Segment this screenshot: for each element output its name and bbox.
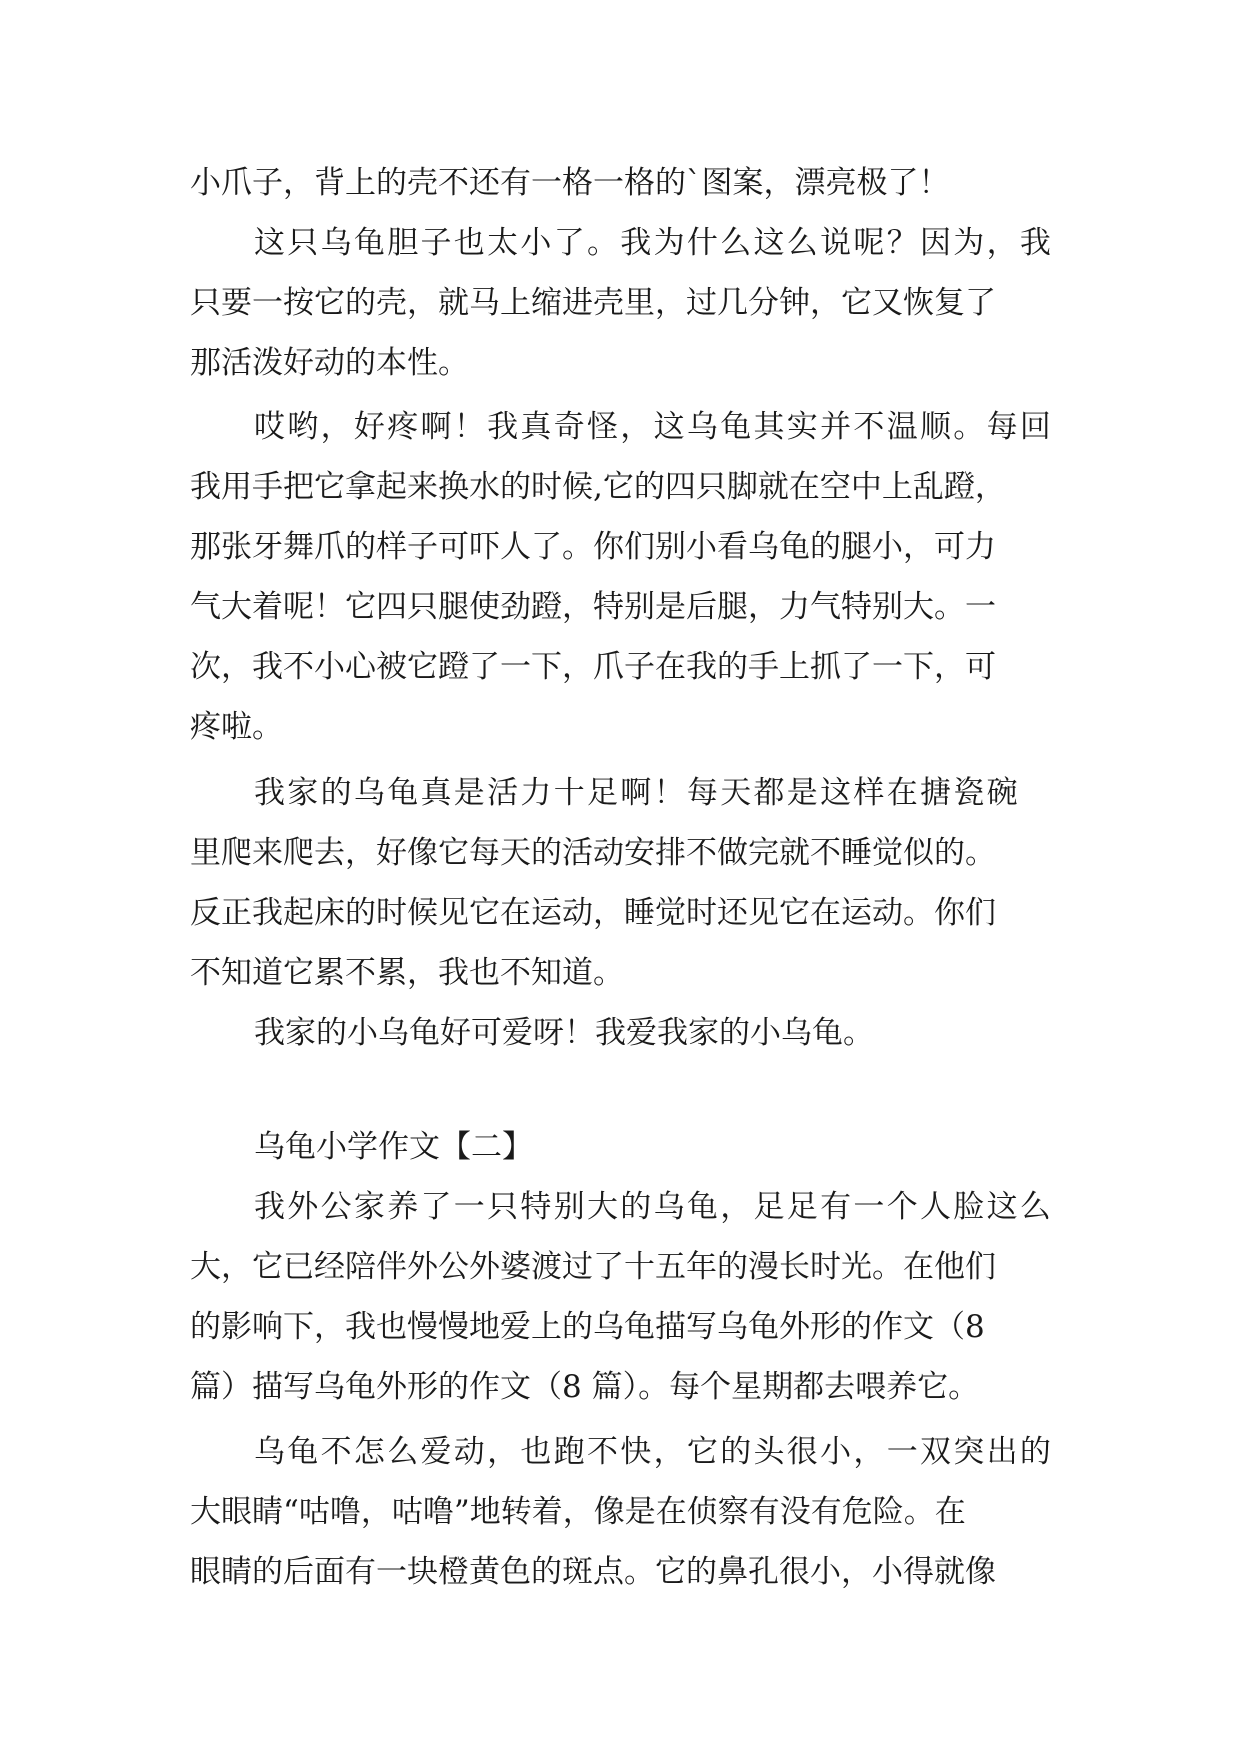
text-line: 眼睛的后面有一块橙黄色的斑点。它的鼻孔很小，小得就像	[190, 1554, 996, 1590]
text-line: 不知道它累不累，我也不知道。	[190, 955, 624, 991]
paragraph-first-line: 我家的小乌龟好可爱呀！我爱我家的小乌龟。	[254, 1015, 874, 1051]
text-line: 小爪子，背上的壳不还有一格一格的`图案，漂亮极了！	[190, 165, 950, 201]
paragraph-first-line: 我外公家养了一只特别大的乌龟，足足有一个人脸这么	[254, 1189, 1054, 1225]
text-line: 那活泼好动的本性。	[190, 345, 469, 381]
paragraph-first-line: 我家的乌龟真是活力十足啊！每天都是这样在搪瓷碗	[254, 775, 1020, 811]
text-line: 我用手把它拿起来换水的时候,它的四只脚就在空中上乱蹬，	[190, 469, 1006, 505]
text-line: 大眼睛“咕噜，咕噜”地转着，像是在侦察有没有危险。在	[190, 1494, 966, 1530]
paragraph-first-line: 哎哟，好疼啊！我真奇怪，这乌龟其实并不温顺。每回	[254, 409, 1054, 445]
text-line: 次，我不小心被它蹬了一下，爪子在我的手上抓了一下，可	[190, 649, 996, 685]
section-heading: 乌龟小学作文【二】	[254, 1129, 533, 1165]
paragraph-first-line: 这只乌龟胆子也太小了。我为什么这么说呢？因为，我	[254, 225, 1054, 261]
text-line: 反正我起床的时候见它在运动，睡觉时还见它在运动。你们	[190, 895, 996, 931]
text-line: 疼啦。	[190, 709, 283, 745]
text-line: 里爬来爬去，好像它每天的活动安排不做完就不睡觉似的。	[190, 835, 996, 871]
paragraph-first-line: 乌龟不怎么爱动，也跑不快，它的头很小，一双突出的	[254, 1434, 1054, 1470]
text-line: 的影响下，我也慢慢地爱上的乌龟描写乌龟外形的作文（8	[190, 1309, 985, 1345]
text-line: 大，它已经陪伴外公外婆渡过了十五年的漫长时光。在他们	[190, 1249, 996, 1285]
text-line: 气大着呢！它四只腿使劲蹬，特别是后腿，力气特别大。一	[190, 589, 996, 625]
text-line: 那张牙舞爪的样子可吓人了。你们别小看乌龟的腿小，可力	[190, 529, 996, 565]
text-line: 篇）描写乌龟外形的作文（8 篇）。每个星期都去喂养它。	[190, 1369, 980, 1405]
text-line: 只要一按它的壳，就马上缩进壳里，过几分钟，它又恢复了	[190, 285, 996, 321]
